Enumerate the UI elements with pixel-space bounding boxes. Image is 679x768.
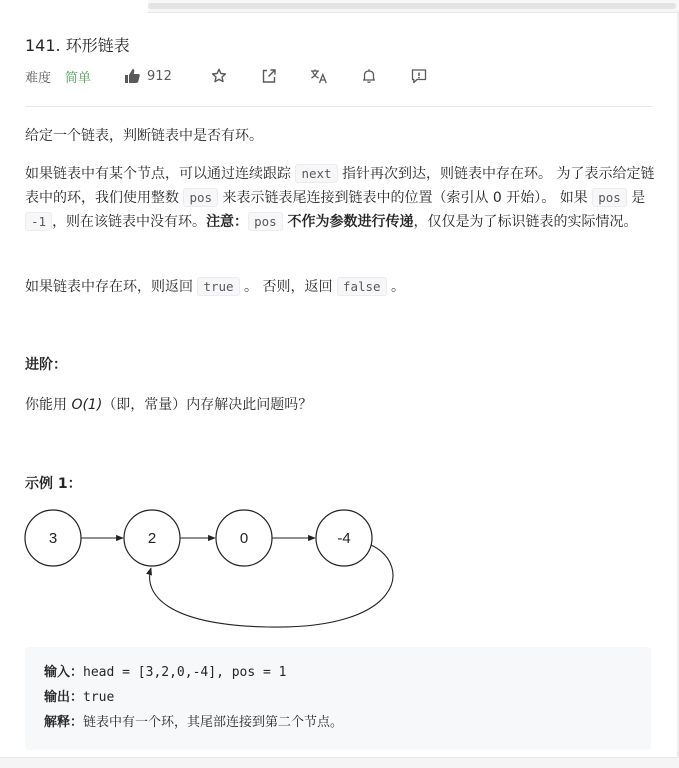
horizontal-scrollbar[interactable]	[148, 0, 679, 13]
text: 来表示链表尾连接到链表中的位置（索引从 0 开始）。 如果	[218, 190, 593, 206]
note-text: 不作为参数进行传递	[282, 214, 414, 230]
problem-meta	[25, 64, 172, 88]
inline-code-minus-one: -1	[25, 212, 52, 231]
problem-title: 141. 环形链表	[25, 36, 130, 55]
text: 你能用	[25, 397, 72, 413]
text: 如果链表中有某个节点，可以通过连续跟踪	[25, 166, 296, 182]
note-label: 注意：	[206, 214, 249, 230]
linked-list-diagram	[18, 505, 418, 635]
example-explanation	[44, 714, 343, 732]
share-icon[interactable]	[260, 67, 278, 85]
description-paragraph-1: 给定一个链表，判断链表中是否有环。	[25, 128, 263, 144]
bell-icon[interactable]	[360, 67, 378, 85]
description-paragraph-3	[25, 275, 655, 299]
explain-value: 链表中有一个环，其尾部连接到第二个节点。	[83, 715, 344, 730]
node-label: -4	[337, 530, 351, 547]
node-label: 0	[239, 530, 249, 547]
output-label: 输出：	[44, 690, 84, 705]
text: ，则在该链表中没有环。	[52, 214, 207, 230]
output-value: true	[83, 690, 115, 705]
feedback-icon[interactable]	[410, 67, 428, 85]
inline-code-true: true	[197, 277, 239, 296]
input-value: head = [3,2,0,-4], pos = 1	[83, 665, 287, 680]
text: 。	[386, 279, 406, 295]
inline-code-next: next	[295, 164, 337, 183]
text: （即，常量）内存解决此问题吗？	[102, 397, 313, 413]
text: 是	[626, 190, 646, 206]
advanced-heading: 进阶：	[25, 357, 67, 373]
node-label: 3	[48, 530, 58, 547]
example-block	[25, 647, 651, 750]
like-button[interactable]	[123, 67, 172, 85]
description-paragraph-2	[25, 162, 655, 234]
text: 指针再次到达，则链表中存在环。 为了表示给定链表中的环，我们使用整数	[25, 166, 655, 206]
input-label: 输入：	[44, 665, 84, 680]
explain-label: 解释：	[44, 715, 84, 730]
node-label: 2	[147, 530, 157, 547]
example-heading: 示例 1：	[25, 476, 82, 492]
translate-icon[interactable]	[310, 67, 328, 85]
scrollbar-thumb[interactable]	[148, 3, 676, 9]
advanced-text	[25, 393, 655, 417]
star-icon[interactable]	[210, 67, 228, 85]
header-divider	[25, 106, 652, 107]
inline-code-pos: pos	[248, 212, 283, 231]
inline-code-pos: pos	[183, 188, 218, 207]
like-count: 912	[147, 68, 172, 84]
example-input	[44, 664, 287, 682]
example-output	[44, 689, 114, 707]
thumbs-up-icon	[123, 67, 141, 85]
text: 。 否则，返回	[239, 279, 337, 295]
text: 如果链表中存在环，则返回	[25, 279, 198, 295]
complexity: O(1)	[71, 397, 103, 413]
text: ，仅仅是为了标识链表的实际情况。	[413, 214, 638, 230]
bottom-border	[0, 757, 679, 768]
inline-code-false: false	[337, 277, 387, 296]
difficulty-badge: 简单	[65, 70, 92, 86]
inline-code-pos: pos	[592, 188, 627, 207]
difficulty-label: 难度	[25, 70, 52, 86]
